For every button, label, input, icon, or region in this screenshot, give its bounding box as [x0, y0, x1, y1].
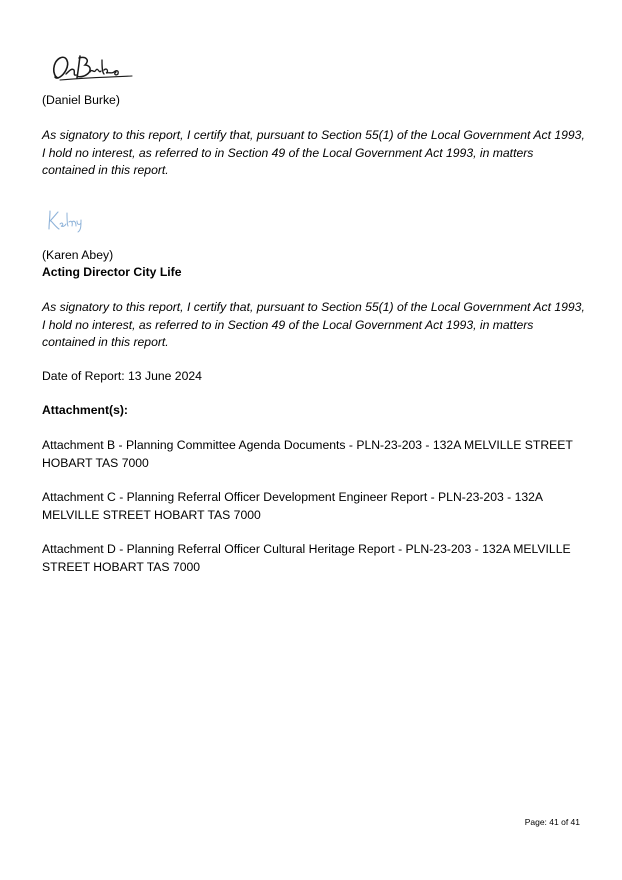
signature-daniel-burke — [46, 50, 138, 84]
attachment-item-b: Attachment B - Planning Committee Agenda Documents - PLN-23-203 - 132A MELVILLE STREET HOBART TAS 7000 — [42, 438, 573, 470]
page-number: Page: 41 of 41 — [524, 817, 580, 827]
report-date: Date of Report: 13 June 2024 — [42, 369, 202, 383]
signature-karen-abey — [46, 208, 92, 234]
signatory-2-name: (Karen Abey) — [42, 248, 114, 262]
attachments-heading: Attachment(s): — [42, 403, 128, 417]
signatory-2-declaration: As signatory to this report, I certify that, pursuant to Section 55(1) of the Local Government Act 1993, I hold no interest, as referred to in Section 49 of the Local Government Act 1993, in matters contained in this report. — [42, 300, 585, 349]
signatory-2-title: Acting Director City Life — [42, 265, 182, 279]
attachment-item-c: Attachment C - Planning Referral Officer Development Engineer Report - PLN-23-203 - 132A MELVILLE STREET HOBART TAS 7000 — [42, 490, 543, 522]
signatory-1-name: (Daniel Burke) — [42, 93, 120, 107]
attachment-item-d: Attachment D - Planning Referral Officer Cultural Heritage Report - PLN-23-203 - 132A MELVILLE STREET HOBART TAS 7000 — [42, 542, 571, 574]
signatory-1-declaration: As signatory to this report, I certify that, pursuant to Section 55(1) of the Local Government Act 1993, I hold no interest, as referred to in Section 49 of the Local Government Act 1993, in matters contained in this report. — [42, 128, 585, 177]
